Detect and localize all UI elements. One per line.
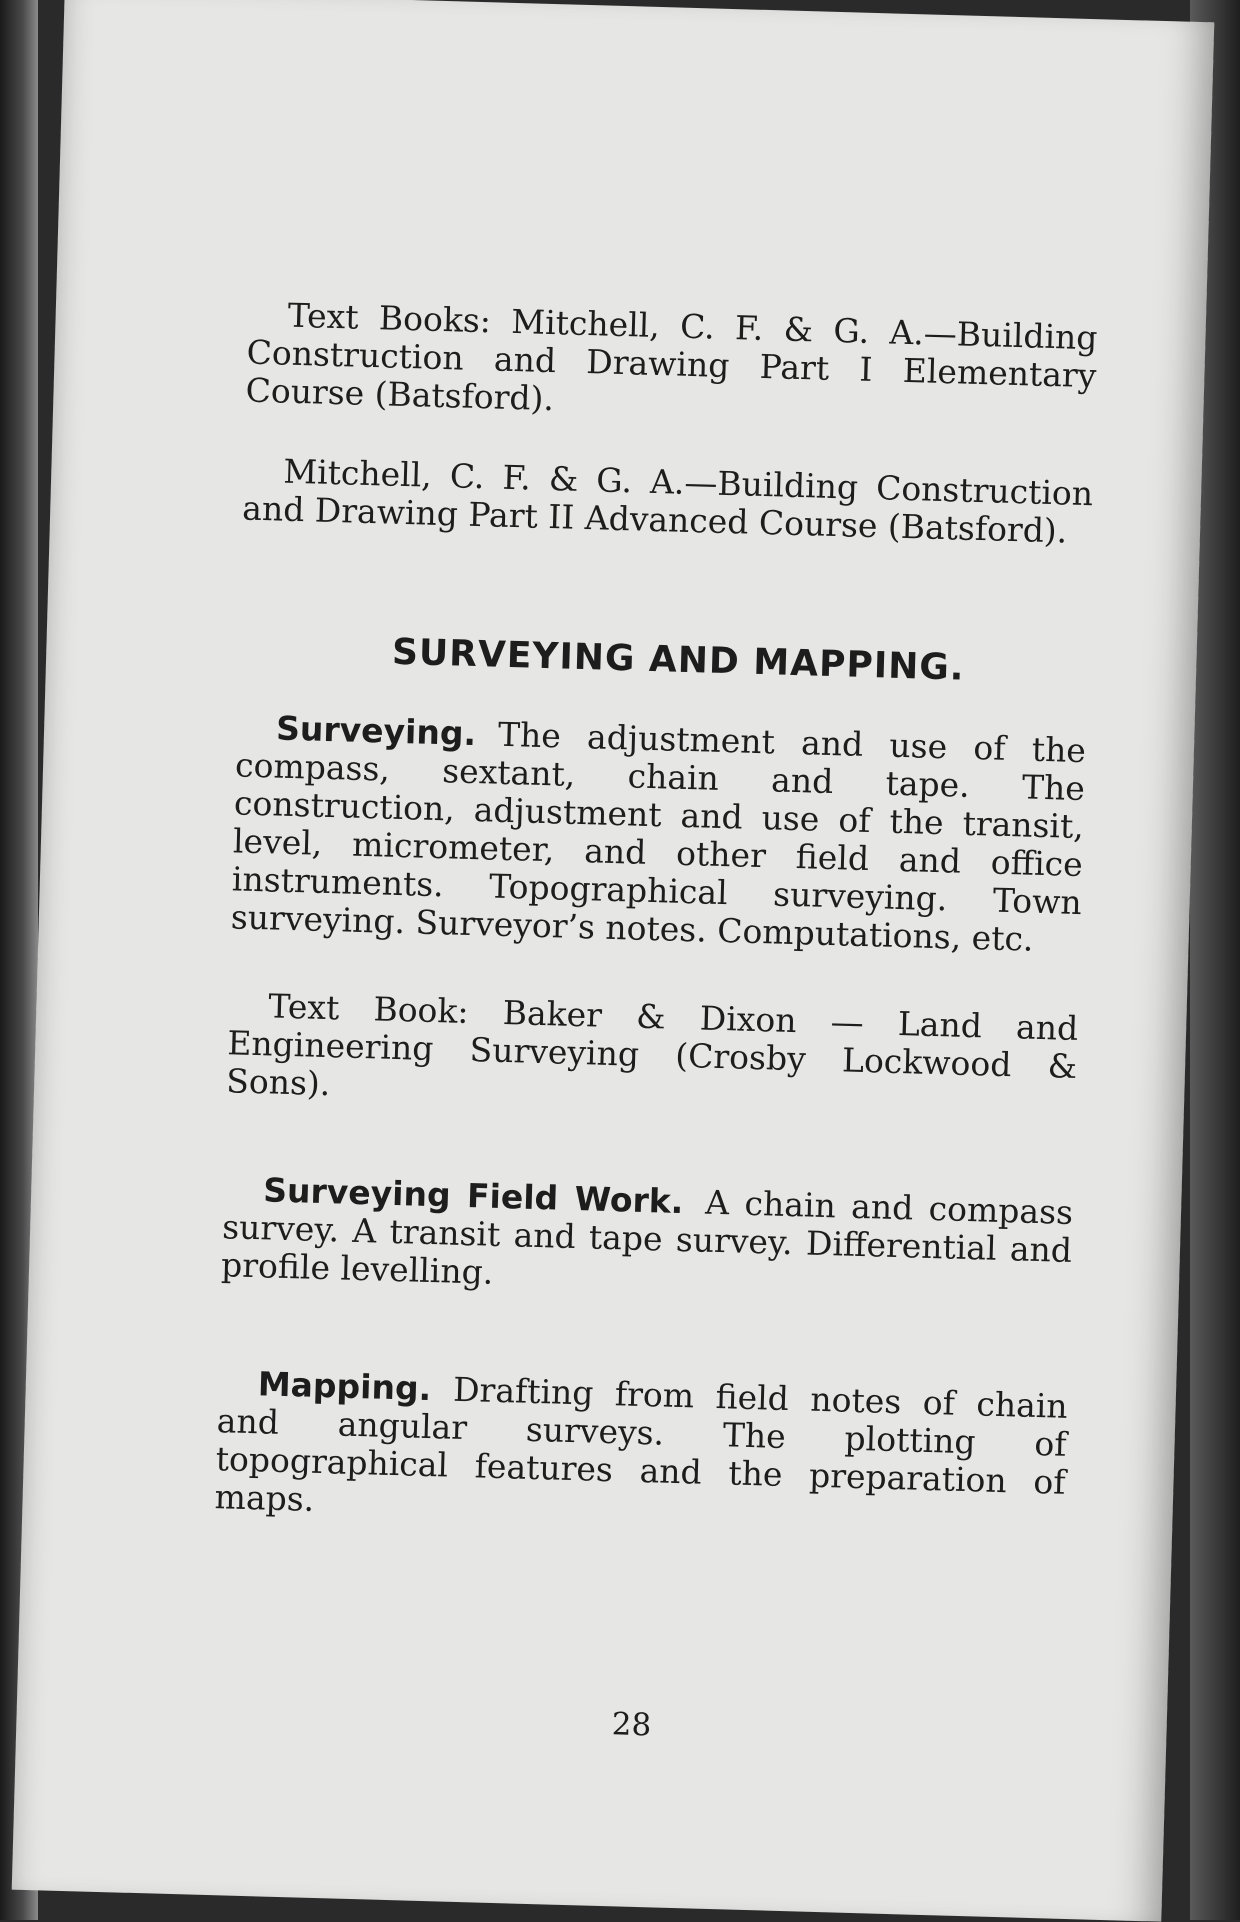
surveying-heading: Surveying.	[275, 708, 477, 754]
mapping-heading: Mapping.	[257, 1364, 432, 1409]
book-page	[12, 0, 1215, 1922]
surveying-paragraph	[230, 708, 1086, 960]
field-work-paragraph	[221, 1170, 1074, 1308]
section-title: SURVEYING AND MAPPING.	[391, 631, 966, 689]
mapping-paragraph	[214, 1364, 1068, 1540]
page-number: 28	[611, 1706, 652, 1744]
field-work-heading: Surveying Field Work.	[262, 1170, 684, 1222]
surveying-body: The adjustment and use of the compass, sextant, chain and tape. The construction, adjustment and use of the transit, level, micrometer, and other field and office instruments. Topographical surveying. Town surveying. Surveyor’s notes. Computations, etc.	[230, 714, 1087, 959]
surveying-textbook-paragraph: Text Book: Baker & Dixon — Land and Engineering Surveying (Crosby Lockwood & Sons).	[225, 986, 1079, 1104]
mapping-body: Drafting from field notes of chain and angular surveys. The plotting of topographical features and the preparation of maps.	[214, 1369, 1069, 1519]
textbooks-paragraph-1: Text Books: Mitchell, C. F. & G. A.—Building Construction and Drawing Part I Elementary Course (Batsford).	[245, 295, 1098, 419]
page-content	[214, 296, 1098, 1540]
textbooks-paragraph-2: Mitchell, C. F. & G. A.—Building Construction and Drawing Part II Advanced Course (Batsford).	[241, 451, 1094, 551]
field-work-body: A chain and compass survey. A transit and tape survey. Differential and profile levelling.	[220, 1182, 1074, 1292]
